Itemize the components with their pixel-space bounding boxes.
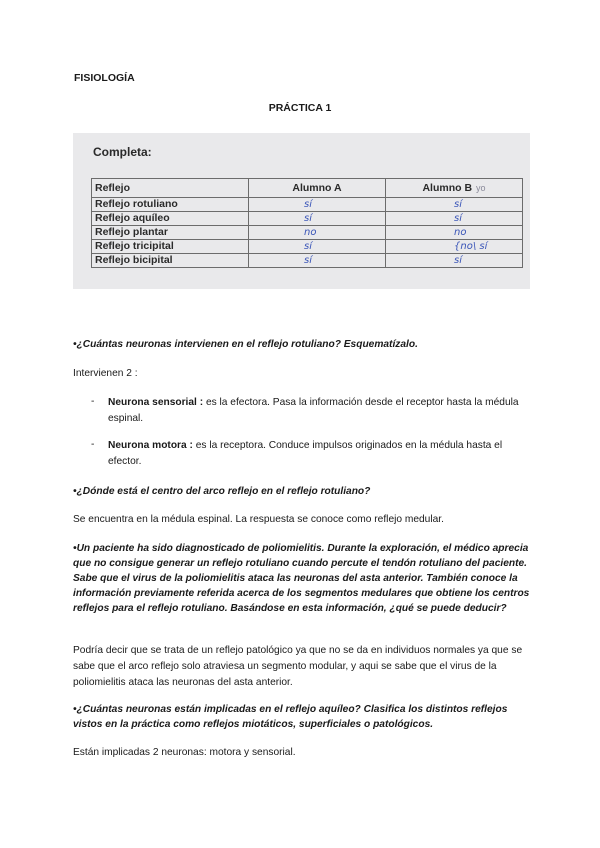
table-header-row [92,179,523,198]
header-alumno-b: Alumno B [422,182,473,194]
item-text: es la efectora. Pasa la información desde el receptor hasta la médula espinal. [108,397,519,424]
header-alumno-b-cell [386,179,523,198]
row-alumno-a: sí [249,212,386,226]
list-dash: - [91,439,95,450]
row-alumno-a: sí [249,254,386,268]
worksheet-photo [73,133,530,289]
table-row [92,254,523,268]
row-alumno-a: sí [249,240,386,254]
row-alumno-b: sí [386,212,523,226]
answer-3: Podría decir que se trata de un reflejo patológico ya que no se da en individuos normales ya que se sabe que el arco reflejo solo atraviesa un segmento modular, y aqui se sabe que el virus de la poliomielitis ataca las neuronas del asta anterior. [73,645,523,688]
row-reflejo: Reflejo plantar [92,226,249,240]
worksheet-caption: Completa: [93,145,152,159]
row-alumno-b: {no\ sí [386,240,523,254]
question-1: •¿Cuántas neuronas intervienen en el reflejo rotuliano? Esquematízalo. [73,339,418,350]
table-row [92,240,523,254]
answer-4: Están implicadas 2 neuronas: motora y sensorial. [73,747,296,758]
table-row [92,226,523,240]
row-reflejo: Reflejo tricipital [92,240,249,254]
question-2: •¿Dónde está el centro del arco reflejo en el reflejo rotuliano? [73,486,371,497]
header-alumno-a: Alumno A [249,179,386,198]
row-alumno-a: no [249,226,386,240]
item-term: Neurona motora : [108,440,193,451]
header-note: yo [476,183,486,193]
row-alumno-b: sí [386,198,523,212]
row-reflejo: Reflejo bicipital [92,254,249,268]
header-reflejo: Reflejo [92,179,249,198]
list-dash: - [91,396,95,407]
item-term: Neurona sensorial : [108,397,204,408]
item-text: es la receptora. Conduce impulsos originados en la médula hasta el efector. [108,440,503,467]
document-header: FISIOLOGÍA [74,72,135,84]
table-row [92,198,523,212]
row-reflejo: Reflejo aquíleo [92,212,249,226]
row-alumno-b: sí [386,254,523,268]
row-reflejo: Reflejo rotuliano [92,198,249,212]
list-item [108,438,528,470]
reflex-table [91,178,523,268]
list-item [108,395,528,427]
table-row [92,212,523,226]
answer-2: Se encuentra en la médula espinal. La respuesta se conoce como reflejo medular. [73,514,444,525]
answer-1-intro: Intervienen 2 : [73,368,138,379]
row-alumno-a: sí [249,198,386,212]
question-4: •¿Cuántas neuronas están implicadas en el reflejo aquíleo? Clasifica los distintos reflejos vistos en la práctica como reflejos miotáticos, superficiales o patológicos. [73,704,508,730]
question-3: •Un paciente ha sido diagnosticado de poliomielitis. Durante la exploración, el médico aprecia que no consigue generar un reflejo rotuliano cuando percute el tendón rotuliano del paciente. Sabe que el virus de la poliomielitis ataca las neuronas del asta anterior. También conoce la información previamente referida acerca de los segmentos medulares que obtiene los centros reflejos para el reflejo rotuliano. Basándose en esta información, ¿qué se puede deducir? [73,543,530,614]
row-alumno-b: no [386,226,523,240]
practice-title: PRÁCTICA 1 [268,102,332,114]
